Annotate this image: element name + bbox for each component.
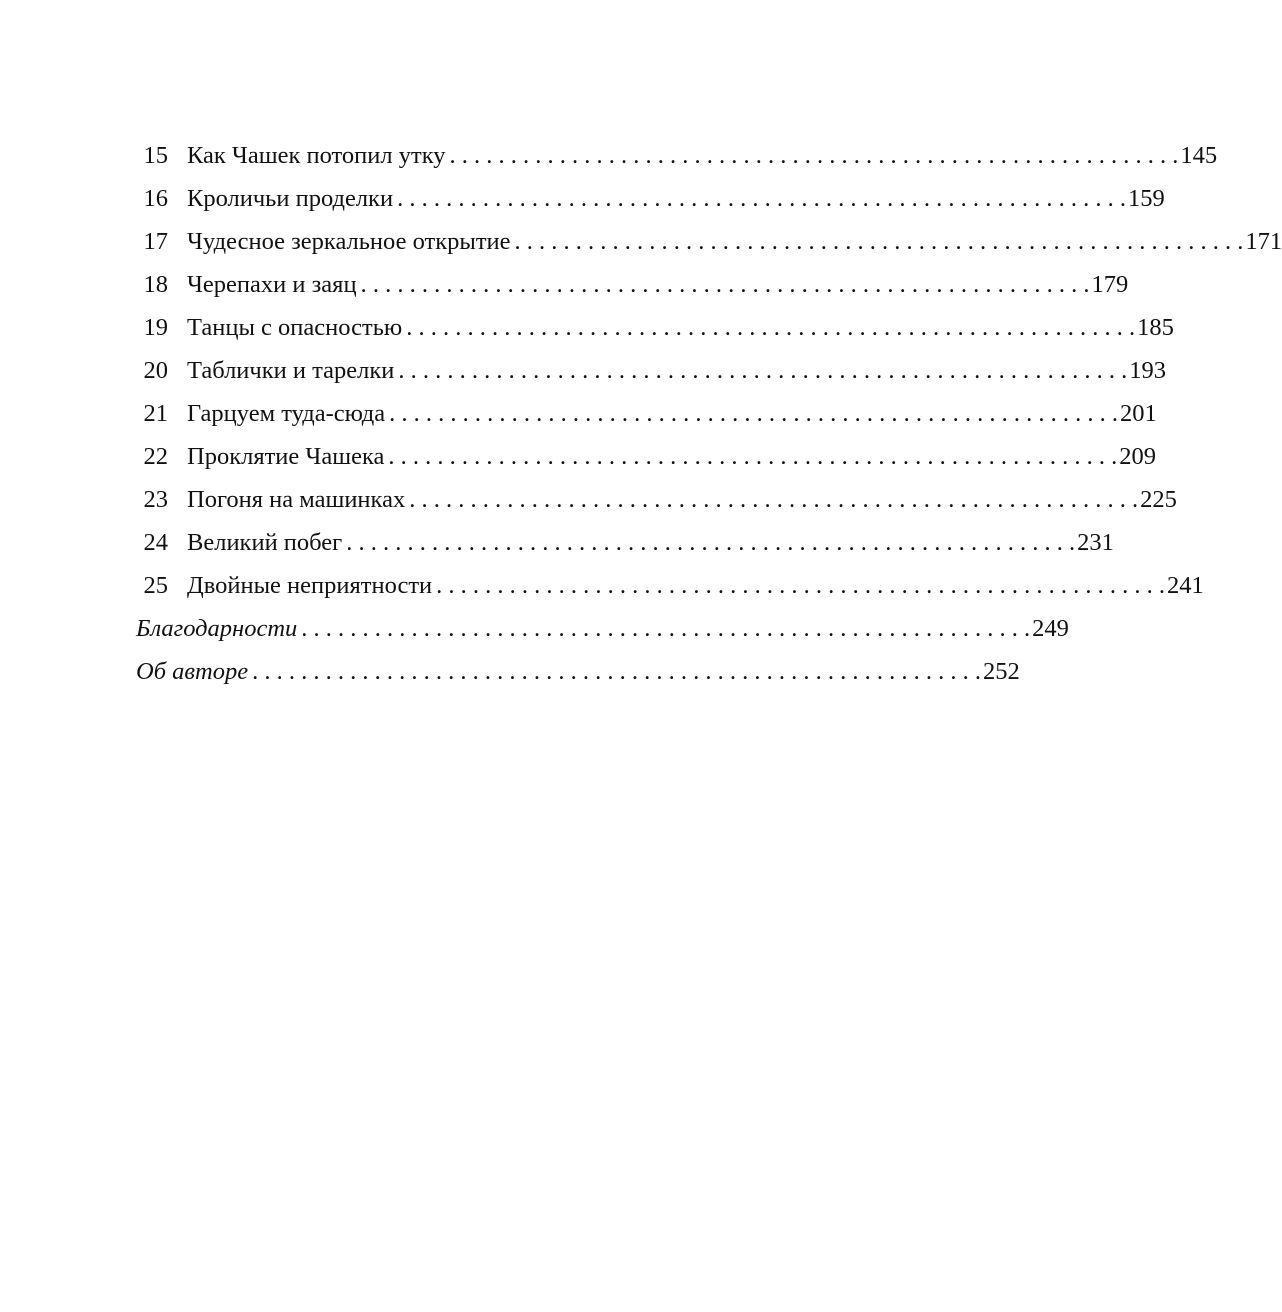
chapter-title: Двойные неприятности	[187, 572, 433, 599]
toc-row[interactable]	[0, 435, 1156, 478]
dot-leader: . . . . . . . . . . . . . . . . . . . . . . . . . . . . . . . . . . . . . . . . . . . . . . . . . . . . . . . . . . . .	[406, 314, 1136, 341]
page-number: 209	[1119, 443, 1156, 470]
page-number: 252	[982, 658, 1020, 685]
page-number: 179	[1091, 271, 1129, 298]
dot-leader: . . . . . . . . . . . . . . . . . . . . . . . . . . . . . . . . . . . . . . . . . . . . . . . . . . . . . . . . . . . .	[409, 486, 1139, 513]
back-matter-title: Благодарности	[136, 615, 298, 642]
chapter-title: Таблички и тарелки	[187, 357, 395, 384]
chapter-title: Великий побег	[187, 529, 343, 556]
chapter-number: 18	[143, 271, 168, 298]
toc-row[interactable]	[0, 478, 1177, 521]
chapter-number: 15	[143, 142, 168, 169]
toc-row[interactable]	[0, 306, 1174, 349]
page-number: 145	[1180, 142, 1218, 169]
table-of-contents	[0, 134, 1282, 693]
chapter-number: 21	[143, 400, 168, 427]
toc-row[interactable]	[0, 349, 1166, 392]
chapter-title: Проклятие Чашека	[187, 443, 385, 470]
chapter-number: 22	[143, 443, 168, 470]
chapter-number: 17	[143, 228, 168, 255]
toc-row[interactable]	[0, 564, 1204, 607]
chapter-number: 19	[143, 314, 168, 341]
chapter-title: Погоня на машинках	[187, 486, 406, 513]
toc-row-about-author[interactable]	[0, 650, 1020, 693]
dot-leader: . . . . . . . . . . . . . . . . . . . . . . . . . . . . . . . . . . . . . . . . . . . . . . . . . . . . . . . . . . . .	[301, 615, 1031, 642]
dot-leader: . . . . . . . . . . . . . . . . . . . . . . . . . . . . . . . . . . . . . . . . . . . . . . . . . . . . . . . . . . . .	[514, 228, 1244, 255]
dot-leader: . . . . . . . . . . . . . . . . . . . . . . . . . . . . . . . . . . . . . . . . . . . . . . . . . . . . . . . . . . . .	[397, 185, 1126, 212]
toc-row[interactable]	[0, 521, 1114, 564]
toc-row[interactable]	[0, 134, 1218, 177]
toc-row[interactable]	[0, 263, 1129, 306]
dot-leader: . . . . . . . . . . . . . . . . . . . . . . . . . . . . . . . . . . . . . . . . . . . . . . . . . . . . . . . . . . . .	[252, 658, 981, 685]
page-number: 201	[1119, 400, 1157, 427]
page-number: 193	[1129, 357, 1166, 384]
page-number: 225	[1140, 486, 1177, 513]
toc-row[interactable]	[0, 392, 1157, 435]
chapter-title: Танцы с опасностью	[187, 314, 403, 341]
chapter-number: 24	[143, 529, 168, 556]
back-matter-title: Об авторе	[136, 658, 249, 685]
chapter-title: Как Чашек потопил утку	[187, 142, 446, 169]
page-number: 241	[1167, 572, 1204, 599]
dot-leader: . . . . . . . . . . . . . . . . . . . . . . . . . . . . . . . . . . . . . . . . . . . . . . . . . . . . . . . . . . . .	[436, 572, 1166, 599]
page-number: 249	[1032, 615, 1069, 642]
chapter-title: Гарцуем туда-сюда	[187, 400, 386, 427]
chapter-number: 25	[143, 572, 168, 599]
toc-row-acknowledgements[interactable]	[0, 607, 1069, 650]
toc-row[interactable]	[0, 177, 1165, 220]
dot-leader: . . . . . . . . . . . . . . . . . . . . . . . . . . . . . . . . . . . . . . . . . . . . . . . . . . . . . . . . . . . .	[360, 271, 1090, 298]
dot-leader: . . . . . . . . . . . . . . . . . . . . . . . . . . . . . . . . . . . . . . . . . . . . . . . . . . . . . . . . . . . .	[346, 529, 1076, 556]
toc-row[interactable]	[0, 220, 1282, 263]
chapter-title: Черепахи и заяц	[187, 271, 357, 298]
chapter-number: 16	[143, 185, 168, 212]
page-number: 159	[1127, 185, 1165, 212]
dot-leader: . . . . . . . . . . . . . . . . . . . . . . . . . . . . . . . . . . . . . . . . . . . . . . . . . . . . . . . . . . . .	[398, 357, 1128, 384]
chapter-number: 20	[143, 357, 168, 384]
page-number: 231	[1077, 529, 1114, 556]
dot-leader: . . . . . . . . . . . . . . . . . . . . . . . . . . . . . . . . . . . . . . . . . . . . . . . . . . . . . . . . . . . .	[449, 142, 1179, 169]
dot-leader: . . . . . . . . . . . . . . . . . . . . . . . . . . . . . . . . . . . . . . . . . . . . . . . . . . . . . . . . . . . .	[389, 400, 1118, 427]
page-number: 185	[1137, 314, 1174, 341]
page-number: 171	[1245, 228, 1282, 255]
chapter-title: Кроличьи проделки	[187, 185, 394, 212]
chapter-title: Чудесное зеркальное открытие	[187, 228, 511, 255]
chapter-number: 23	[143, 486, 168, 513]
dot-leader: . . . . . . . . . . . . . . . . . . . . . . . . . . . . . . . . . . . . . . . . . . . . . . . . . . . . . . . . . . . .	[388, 443, 1118, 470]
